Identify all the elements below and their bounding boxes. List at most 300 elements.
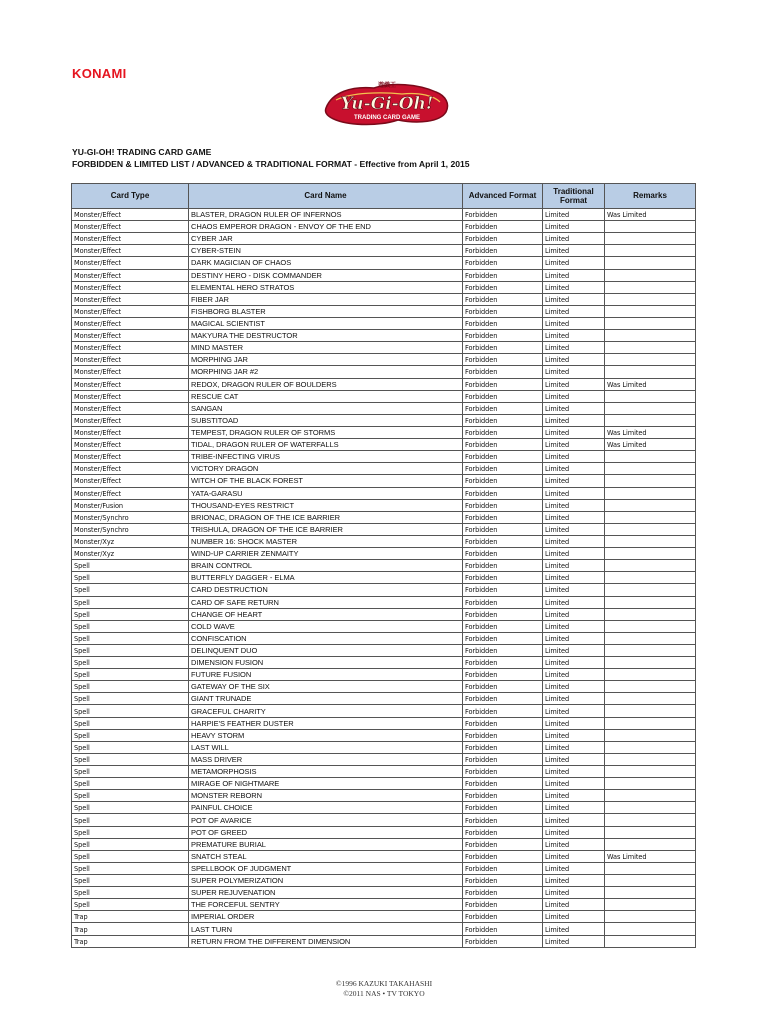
remarks-cell xyxy=(605,596,696,608)
card-type-cell: Spell xyxy=(72,729,189,741)
traditional-format-cell: Limited xyxy=(543,584,605,596)
remarks-cell xyxy=(605,644,696,656)
logo-text: Yu-Gi-Oh! xyxy=(340,94,434,114)
remarks-cell xyxy=(605,741,696,753)
advanced-format-cell: Forbidden xyxy=(463,523,543,535)
table-row xyxy=(72,439,696,451)
traditional-format-cell: Limited xyxy=(543,644,605,656)
table-row xyxy=(72,608,696,620)
table-row xyxy=(72,221,696,233)
table-row xyxy=(72,887,696,899)
konami-brand: KONAMI xyxy=(72,66,127,81)
advanced-format-cell: Forbidden xyxy=(463,584,543,596)
traditional-format-cell: Limited xyxy=(543,790,605,802)
traditional-format-cell: Limited xyxy=(543,523,605,535)
card-name-cell: BRAIN CONTROL xyxy=(189,560,463,572)
advanced-format-cell: Forbidden xyxy=(463,899,543,911)
traditional-format-cell: Limited xyxy=(543,657,605,669)
remarks-cell xyxy=(605,826,696,838)
card-name-cell: YATA-GARASU xyxy=(189,487,463,499)
advanced-format-cell: Forbidden xyxy=(463,342,543,354)
remarks-cell xyxy=(605,451,696,463)
traditional-format-cell: Limited xyxy=(543,826,605,838)
remarks-cell xyxy=(605,935,696,947)
card-name-cell: LAST WILL xyxy=(189,741,463,753)
table-row xyxy=(72,899,696,911)
table-row xyxy=(72,499,696,511)
remarks-cell xyxy=(605,657,696,669)
traditional-format-cell: Limited xyxy=(543,753,605,765)
table-row xyxy=(72,209,696,221)
remarks-cell xyxy=(605,923,696,935)
advanced-format-cell: Forbidden xyxy=(463,923,543,935)
table-row xyxy=(72,644,696,656)
advanced-format-cell: Forbidden xyxy=(463,596,543,608)
table-row xyxy=(72,560,696,572)
table-row xyxy=(72,741,696,753)
card-name-cell: SANGAN xyxy=(189,402,463,414)
remarks-cell xyxy=(605,887,696,899)
advanced-format-cell: Forbidden xyxy=(463,317,543,329)
traditional-format-cell: Limited xyxy=(543,741,605,753)
advanced-format-cell: Forbidden xyxy=(463,753,543,765)
advanced-format-cell: Forbidden xyxy=(463,693,543,705)
card-type-cell: Monster/Effect xyxy=(72,317,189,329)
column-header-remarks: Remarks xyxy=(605,184,696,209)
traditional-format-cell: Limited xyxy=(543,560,605,572)
advanced-format-cell: Forbidden xyxy=(463,451,543,463)
card-type-cell: Monster/Synchro xyxy=(72,523,189,535)
traditional-format-cell: Limited xyxy=(543,802,605,814)
advanced-format-cell: Forbidden xyxy=(463,233,543,245)
table-row xyxy=(72,814,696,826)
card-name-cell: PAINFUL CHOICE xyxy=(189,802,463,814)
traditional-format-cell: Limited xyxy=(543,535,605,547)
remarks-cell xyxy=(605,669,696,681)
traditional-format-cell: Limited xyxy=(543,451,605,463)
card-name-cell: COLD WAVE xyxy=(189,620,463,632)
traditional-format-cell: Limited xyxy=(543,693,605,705)
traditional-format-cell: Limited xyxy=(543,475,605,487)
card-type-cell: Monster/Effect xyxy=(72,342,189,354)
card-name-cell: DELINQUENT DUO xyxy=(189,644,463,656)
document-titles xyxy=(72,147,470,170)
card-type-cell: Monster/Effect xyxy=(72,426,189,438)
card-type-cell: Trap xyxy=(72,923,189,935)
advanced-format-cell: Forbidden xyxy=(463,632,543,644)
advanced-format-cell: Forbidden xyxy=(463,330,543,342)
card-type-cell: Spell xyxy=(72,584,189,596)
table-row xyxy=(72,257,696,269)
card-name-cell: GRACEFUL CHARITY xyxy=(189,705,463,717)
card-name-cell: POT OF AVARICE xyxy=(189,814,463,826)
card-type-cell: Spell xyxy=(72,753,189,765)
table-row xyxy=(72,669,696,681)
table-row xyxy=(72,305,696,317)
card-type-cell: Spell xyxy=(72,887,189,899)
card-name-cell: VICTORY DRAGON xyxy=(189,463,463,475)
advanced-format-cell: Forbidden xyxy=(463,209,543,221)
remarks-cell xyxy=(605,838,696,850)
table-row xyxy=(72,911,696,923)
traditional-format-cell: Limited xyxy=(543,620,605,632)
traditional-format-cell: Limited xyxy=(543,572,605,584)
traditional-format-cell: Limited xyxy=(543,317,605,329)
card-type-cell: Monster/Effect xyxy=(72,378,189,390)
card-type-cell: Monster/Effect xyxy=(72,439,189,451)
advanced-format-cell: Forbidden xyxy=(463,826,543,838)
advanced-format-cell: Forbidden xyxy=(463,257,543,269)
card-type-cell: Monster/Effect xyxy=(72,487,189,499)
card-name-cell: GATEWAY OF THE SIX xyxy=(189,681,463,693)
column-header-card-name: Card Name xyxy=(189,184,463,209)
table-row xyxy=(72,402,696,414)
advanced-format-cell: Forbidden xyxy=(463,741,543,753)
traditional-format-cell: Limited xyxy=(543,669,605,681)
traditional-format-cell: Limited xyxy=(543,257,605,269)
column-header-advanced-format: Advanced Format xyxy=(463,184,543,209)
remarks-cell xyxy=(605,342,696,354)
traditional-format-cell: Limited xyxy=(543,766,605,778)
remarks-cell xyxy=(605,535,696,547)
card-name-cell: IMPERIAL ORDER xyxy=(189,911,463,923)
advanced-format-cell: Forbidden xyxy=(463,511,543,523)
card-type-cell: Monster/Effect xyxy=(72,414,189,426)
card-type-cell: Monster/Effect xyxy=(72,245,189,257)
advanced-format-cell: Forbidden xyxy=(463,269,543,281)
remarks-cell xyxy=(605,717,696,729)
advanced-format-cell: Forbidden xyxy=(463,657,543,669)
yugioh-logo xyxy=(322,78,452,128)
remarks-cell xyxy=(605,814,696,826)
advanced-format-cell: Forbidden xyxy=(463,402,543,414)
card-type-cell: Trap xyxy=(72,911,189,923)
traditional-format-cell: Limited xyxy=(543,390,605,402)
traditional-format-cell: Limited xyxy=(543,814,605,826)
advanced-format-cell: Forbidden xyxy=(463,487,543,499)
table-row xyxy=(72,293,696,305)
card-type-cell: Monster/Effect xyxy=(72,354,189,366)
card-type-cell: Spell xyxy=(72,838,189,850)
card-name-cell: CARD OF SAFE RETURN xyxy=(189,596,463,608)
advanced-format-cell: Forbidden xyxy=(463,221,543,233)
card-type-cell: Spell xyxy=(72,681,189,693)
advanced-format-cell: Forbidden xyxy=(463,293,543,305)
advanced-format-cell: Forbidden xyxy=(463,875,543,887)
remarks-cell xyxy=(605,778,696,790)
card-name-cell: PREMATURE BURIAL xyxy=(189,838,463,850)
table-row xyxy=(72,233,696,245)
table-row xyxy=(72,572,696,584)
card-name-cell: FISHBORG BLASTER xyxy=(189,305,463,317)
remarks-cell xyxy=(605,269,696,281)
traditional-format-cell: Limited xyxy=(543,233,605,245)
card-name-cell: MORPHING JAR xyxy=(189,354,463,366)
card-type-cell: Spell xyxy=(72,644,189,656)
card-type-cell: Spell xyxy=(72,657,189,669)
table-body xyxy=(72,209,696,948)
card-type-cell: Spell xyxy=(72,766,189,778)
card-type-cell: Monster/Effect xyxy=(72,221,189,233)
table-row xyxy=(72,523,696,535)
traditional-format-cell: Limited xyxy=(543,463,605,475)
advanced-format-cell: Forbidden xyxy=(463,887,543,899)
table-row xyxy=(72,729,696,741)
advanced-format-cell: Forbidden xyxy=(463,935,543,947)
remarks-cell: Was Limited xyxy=(605,439,696,451)
advanced-format-cell: Forbidden xyxy=(463,305,543,317)
traditional-format-cell: Limited xyxy=(543,221,605,233)
traditional-format-cell: Limited xyxy=(543,596,605,608)
remarks-cell xyxy=(605,584,696,596)
advanced-format-cell: Forbidden xyxy=(463,778,543,790)
card-name-cell: MORPHING JAR #2 xyxy=(189,366,463,378)
card-type-cell: Monster/Effect xyxy=(72,402,189,414)
traditional-format-cell: Limited xyxy=(543,911,605,923)
table-row xyxy=(72,850,696,862)
card-type-cell: Monster/Effect xyxy=(72,330,189,342)
card-name-cell: MAKYURA THE DESTRUCTOR xyxy=(189,330,463,342)
card-name-cell: DESTINY HERO - DISK COMMANDER xyxy=(189,269,463,281)
traditional-format-cell: Limited xyxy=(543,499,605,511)
table-row xyxy=(72,657,696,669)
logo-top-text: 遊戯王 xyxy=(377,82,397,89)
card-type-cell: Spell xyxy=(72,741,189,753)
card-type-cell: Spell xyxy=(72,560,189,572)
traditional-format-cell: Limited xyxy=(543,548,605,560)
document-title: YU-GI-OH! TRADING CARD GAME xyxy=(72,147,212,157)
card-type-cell: Monster/Effect xyxy=(72,281,189,293)
card-type-cell: Monster/Effect xyxy=(72,293,189,305)
card-type-cell: Spell xyxy=(72,608,189,620)
remarks-cell xyxy=(605,499,696,511)
card-name-cell: HEAVY STORM xyxy=(189,729,463,741)
table-row xyxy=(72,378,696,390)
card-name-cell: CONFISCATION xyxy=(189,632,463,644)
advanced-format-cell: Forbidden xyxy=(463,390,543,402)
remarks-cell xyxy=(605,390,696,402)
table-row xyxy=(72,511,696,523)
advanced-format-cell: Forbidden xyxy=(463,608,543,620)
table-row xyxy=(72,862,696,874)
card-type-cell: Monster/Effect xyxy=(72,390,189,402)
remarks-cell xyxy=(605,911,696,923)
advanced-format-cell: Forbidden xyxy=(463,281,543,293)
remarks-cell xyxy=(605,233,696,245)
traditional-format-cell: Limited xyxy=(543,209,605,221)
traditional-format-cell: Limited xyxy=(543,923,605,935)
copyright-notice xyxy=(0,979,768,999)
traditional-format-cell: Limited xyxy=(543,414,605,426)
remarks-cell xyxy=(605,330,696,342)
remarks-cell xyxy=(605,875,696,887)
advanced-format-cell: Forbidden xyxy=(463,911,543,923)
remarks-cell xyxy=(605,402,696,414)
card-name-cell: TIDAL, DRAGON RULER OF WATERFALLS xyxy=(189,439,463,451)
table-row xyxy=(72,753,696,765)
card-type-cell: Spell xyxy=(72,802,189,814)
card-name-cell: RETURN FROM THE DIFFERENT DIMENSION xyxy=(189,935,463,947)
table-row xyxy=(72,245,696,257)
card-name-cell: GIANT TRUNADE xyxy=(189,693,463,705)
advanced-format-cell: Forbidden xyxy=(463,802,543,814)
traditional-format-cell: Limited xyxy=(543,778,605,790)
card-type-cell: Monster/Effect xyxy=(72,475,189,487)
table-row xyxy=(72,584,696,596)
card-type-cell: Spell xyxy=(72,862,189,874)
remarks-cell xyxy=(605,523,696,535)
card-type-cell: Spell xyxy=(72,790,189,802)
table-row xyxy=(72,463,696,475)
advanced-format-cell: Forbidden xyxy=(463,669,543,681)
card-type-cell: Monster/Fusion xyxy=(72,499,189,511)
table-row xyxy=(72,802,696,814)
card-name-cell: TRIBE-INFECTING VIRUS xyxy=(189,451,463,463)
card-name-cell: CYBER JAR xyxy=(189,233,463,245)
card-type-cell: Monster/Effect xyxy=(72,269,189,281)
table-row xyxy=(72,923,696,935)
table-header-row xyxy=(72,184,696,209)
table-row xyxy=(72,269,696,281)
card-name-cell: ELEMENTAL HERO STRATOS xyxy=(189,281,463,293)
table-row xyxy=(72,354,696,366)
table-row xyxy=(72,414,696,426)
card-name-cell: NUMBER 16: SHOCK MASTER xyxy=(189,535,463,547)
table-row xyxy=(72,426,696,438)
card-type-cell: Spell xyxy=(72,875,189,887)
card-name-cell: CARD DESTRUCTION xyxy=(189,584,463,596)
card-name-cell: SUBSTITOAD xyxy=(189,414,463,426)
traditional-format-cell: Limited xyxy=(543,245,605,257)
remarks-cell xyxy=(605,548,696,560)
card-name-cell: MASS DRIVER xyxy=(189,753,463,765)
table-row xyxy=(72,790,696,802)
advanced-format-cell: Forbidden xyxy=(463,548,543,560)
advanced-format-cell: Forbidden xyxy=(463,475,543,487)
remarks-cell xyxy=(605,487,696,499)
card-name-cell: MIND MASTER xyxy=(189,342,463,354)
remarks-cell xyxy=(605,354,696,366)
table-row xyxy=(72,632,696,644)
card-name-cell: POT OF GREED xyxy=(189,826,463,838)
card-name-cell: BUTTERFLY DAGGER - ELMA xyxy=(189,572,463,584)
remarks-cell xyxy=(605,317,696,329)
remarks-cell xyxy=(605,221,696,233)
advanced-format-cell: Forbidden xyxy=(463,560,543,572)
card-type-cell: Spell xyxy=(72,814,189,826)
card-name-cell: REDOX, DRAGON RULER OF BOULDERS xyxy=(189,378,463,390)
remarks-cell: Was Limited xyxy=(605,209,696,221)
traditional-format-cell: Limited xyxy=(543,838,605,850)
card-type-cell: Monster/Synchro xyxy=(72,511,189,523)
table-row xyxy=(72,778,696,790)
advanced-format-cell: Forbidden xyxy=(463,378,543,390)
advanced-format-cell: Forbidden xyxy=(463,439,543,451)
traditional-format-cell: Limited xyxy=(543,729,605,741)
table-row xyxy=(72,693,696,705)
traditional-format-cell: Limited xyxy=(543,608,605,620)
remarks-cell xyxy=(605,693,696,705)
forbidden-limited-table xyxy=(71,183,696,948)
card-type-cell: Spell xyxy=(72,826,189,838)
remarks-cell: Was Limited xyxy=(605,850,696,862)
card-type-cell: Monster/Effect xyxy=(72,451,189,463)
card-name-cell: SPELLBOOK OF JUDGMENT xyxy=(189,862,463,874)
card-name-cell: TEMPEST, DRAGON RULER OF STORMS xyxy=(189,426,463,438)
remarks-cell xyxy=(605,802,696,814)
table-row xyxy=(72,342,696,354)
card-name-cell: THE FORCEFUL SENTRY xyxy=(189,899,463,911)
remarks-cell xyxy=(605,766,696,778)
advanced-format-cell: Forbidden xyxy=(463,354,543,366)
traditional-format-cell: Limited xyxy=(543,681,605,693)
card-name-cell: METAMORPHOSIS xyxy=(189,766,463,778)
advanced-format-cell: Forbidden xyxy=(463,717,543,729)
advanced-format-cell: Forbidden xyxy=(463,850,543,862)
card-type-cell: Spell xyxy=(72,632,189,644)
card-name-cell: BLASTER, DRAGON RULER OF INFERNOS xyxy=(189,209,463,221)
advanced-format-cell: Forbidden xyxy=(463,681,543,693)
traditional-format-cell: Limited xyxy=(543,402,605,414)
advanced-format-cell: Forbidden xyxy=(463,463,543,475)
table-row xyxy=(72,548,696,560)
traditional-format-cell: Limited xyxy=(543,366,605,378)
traditional-format-cell: Limited xyxy=(543,850,605,862)
traditional-format-cell: Limited xyxy=(543,293,605,305)
card-name-cell: THOUSAND-EYES RESTRICT xyxy=(189,499,463,511)
card-type-cell: Trap xyxy=(72,935,189,947)
remarks-cell xyxy=(605,366,696,378)
card-name-cell: WITCH OF THE BLACK FOREST xyxy=(189,475,463,487)
traditional-format-cell: Limited xyxy=(543,632,605,644)
card-type-cell: Monster/Effect xyxy=(72,209,189,221)
traditional-format-cell: Limited xyxy=(543,862,605,874)
remarks-cell xyxy=(605,729,696,741)
card-type-cell: Spell xyxy=(72,620,189,632)
card-type-cell: Monster/Xyz xyxy=(72,548,189,560)
card-name-cell: FUTURE FUSION xyxy=(189,669,463,681)
advanced-format-cell: Forbidden xyxy=(463,729,543,741)
remarks-cell xyxy=(605,705,696,717)
card-name-cell: SUPER REJUVENATION xyxy=(189,887,463,899)
advanced-format-cell: Forbidden xyxy=(463,620,543,632)
card-name-cell: DARK MAGICIAN OF CHAOS xyxy=(189,257,463,269)
advanced-format-cell: Forbidden xyxy=(463,426,543,438)
card-type-cell: Monster/Effect xyxy=(72,305,189,317)
traditional-format-cell: Limited xyxy=(543,269,605,281)
card-name-cell: RESCUE CAT xyxy=(189,390,463,402)
copyright-line-1: ©1996 KAZUKI TAKAHASHI xyxy=(335,979,433,988)
column-header-traditional-format: Traditional Format xyxy=(543,184,605,209)
traditional-format-cell: Limited xyxy=(543,378,605,390)
card-type-cell: Spell xyxy=(72,669,189,681)
table-row xyxy=(72,451,696,463)
table-row xyxy=(72,366,696,378)
advanced-format-cell: Forbidden xyxy=(463,366,543,378)
table-row xyxy=(72,390,696,402)
remarks-cell xyxy=(605,293,696,305)
card-type-cell: Spell xyxy=(72,693,189,705)
advanced-format-cell: Forbidden xyxy=(463,572,543,584)
remarks-cell xyxy=(605,281,696,293)
card-name-cell: TRISHULA, DRAGON OF THE ICE BARRIER xyxy=(189,523,463,535)
card-type-cell: Monster/Effect xyxy=(72,366,189,378)
advanced-format-cell: Forbidden xyxy=(463,814,543,826)
remarks-cell xyxy=(605,560,696,572)
table-row xyxy=(72,681,696,693)
card-name-cell: WIND-UP CARRIER ZENMAITY xyxy=(189,548,463,560)
card-name-cell: SNATCH STEAL xyxy=(189,850,463,862)
